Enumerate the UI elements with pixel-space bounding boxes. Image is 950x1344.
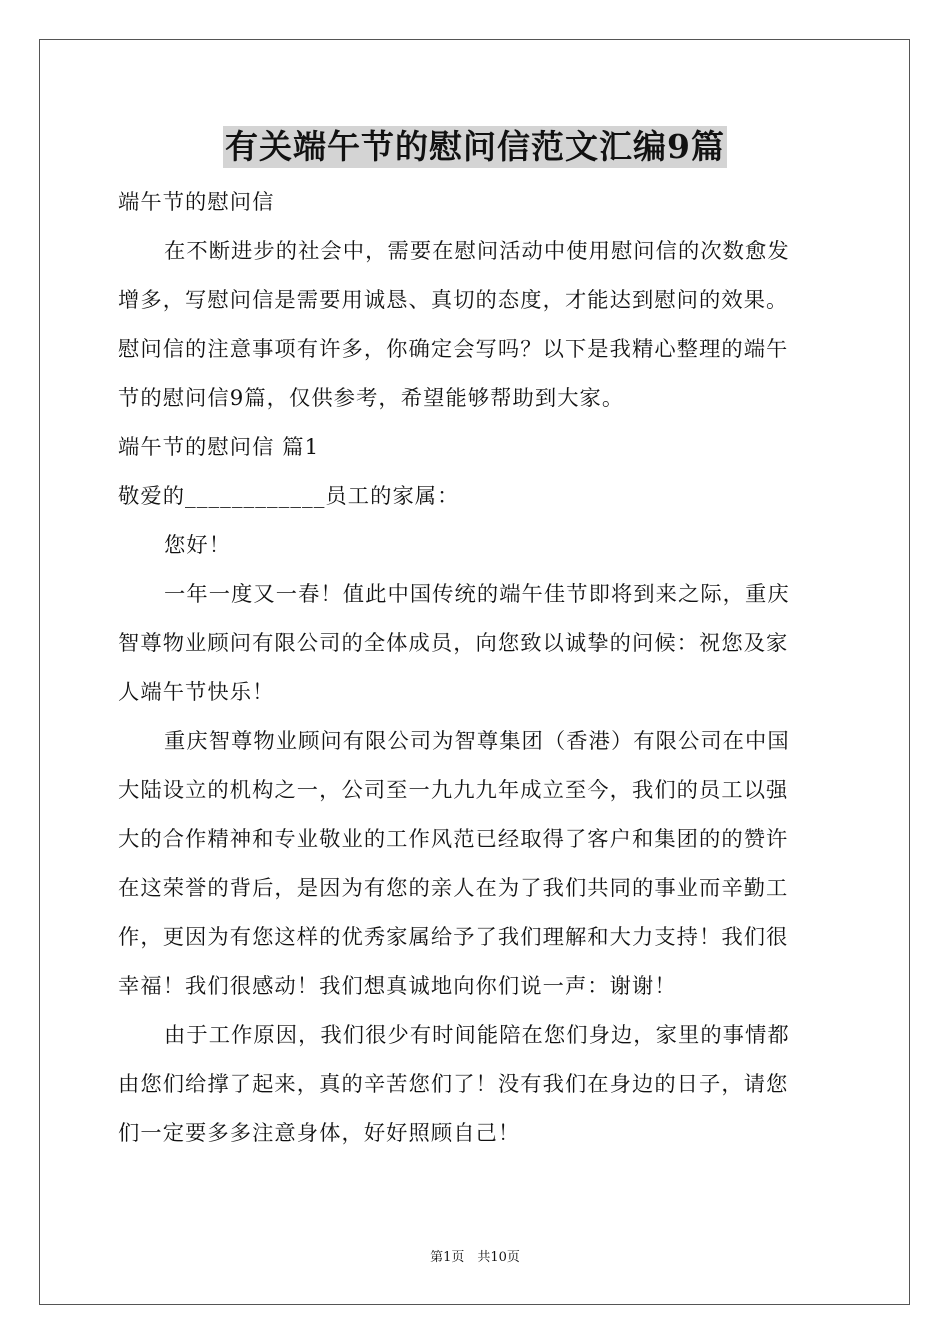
section-heading: 端午节的慰问信	[118, 190, 275, 215]
salutation-line: 敬爱的____________员工的家属：	[118, 484, 460, 509]
paragraph-line: 们一定要多多注意身体，好好照顾自己！	[118, 1121, 521, 1146]
paragraph-line: 大陆设立的机构之一，公司至一九九九年成立至今，我们的员工以强	[118, 778, 789, 803]
paragraph-line: 慰问信的注意事项有许多，你确定会写吗？以下是我精心整理的端午	[118, 337, 789, 362]
greeting-line: 您好！	[164, 533, 232, 558]
paragraph-line: 在不断进步的社会中，需要在慰问活动中使用慰问信的次数愈发	[164, 239, 790, 264]
paragraph-line: 人端午节快乐！	[118, 680, 275, 705]
paragraph-line: 在这荣誉的背后，是因为有您的亲人在为了我们共同的事业而辛勤工	[118, 876, 789, 901]
paragraph-line: 幸福！我们很感动！我们想真诚地向你们说一声：谢谢！	[118, 974, 677, 999]
paragraph-line: 大的合作精神和专业敬业的工作风范已经取得了客户和集团的的赞许	[118, 827, 789, 852]
title-container	[0, 126, 950, 168]
page-footer: 第1页 共10页	[430, 1250, 520, 1265]
paragraph-line: 重庆智尊物业顾问有限公司为智尊集团（香港）有限公司在中国	[164, 729, 790, 754]
paragraph-line: 一年一度又一春！值此中国传统的端午佳节即将到来之际，重庆	[164, 582, 790, 607]
paragraph-line: 作，更因为有您这样的优秀家属给予了我们理解和大力支持！我们很	[118, 925, 789, 950]
document-body	[118, 178, 834, 1158]
paragraph-line: 增多，写慰问信是需要用诚恳、真切的态度，才能达到慰问的效果。	[118, 288, 789, 313]
paragraph-line: 由您们给撑了起来，真的辛苦您们了！没有我们在身边的日子，请您	[118, 1072, 789, 1097]
paragraph-line: 由于工作原因，我们很少有时间能陪在您们身边，家里的事情都	[164, 1023, 790, 1048]
paragraph-line: 智尊物业顾问有限公司的全体成员，向您致以诚挚的问候：祝您及家	[118, 631, 789, 656]
paragraph-line: 节的慰问信9篇，仅供参考，希望能够帮助到大家。	[118, 386, 625, 411]
section-heading: 端午节的慰问信 篇1	[118, 435, 320, 460]
document-title: 有关端午节的慰问信范文汇编9篇	[225, 127, 725, 166]
